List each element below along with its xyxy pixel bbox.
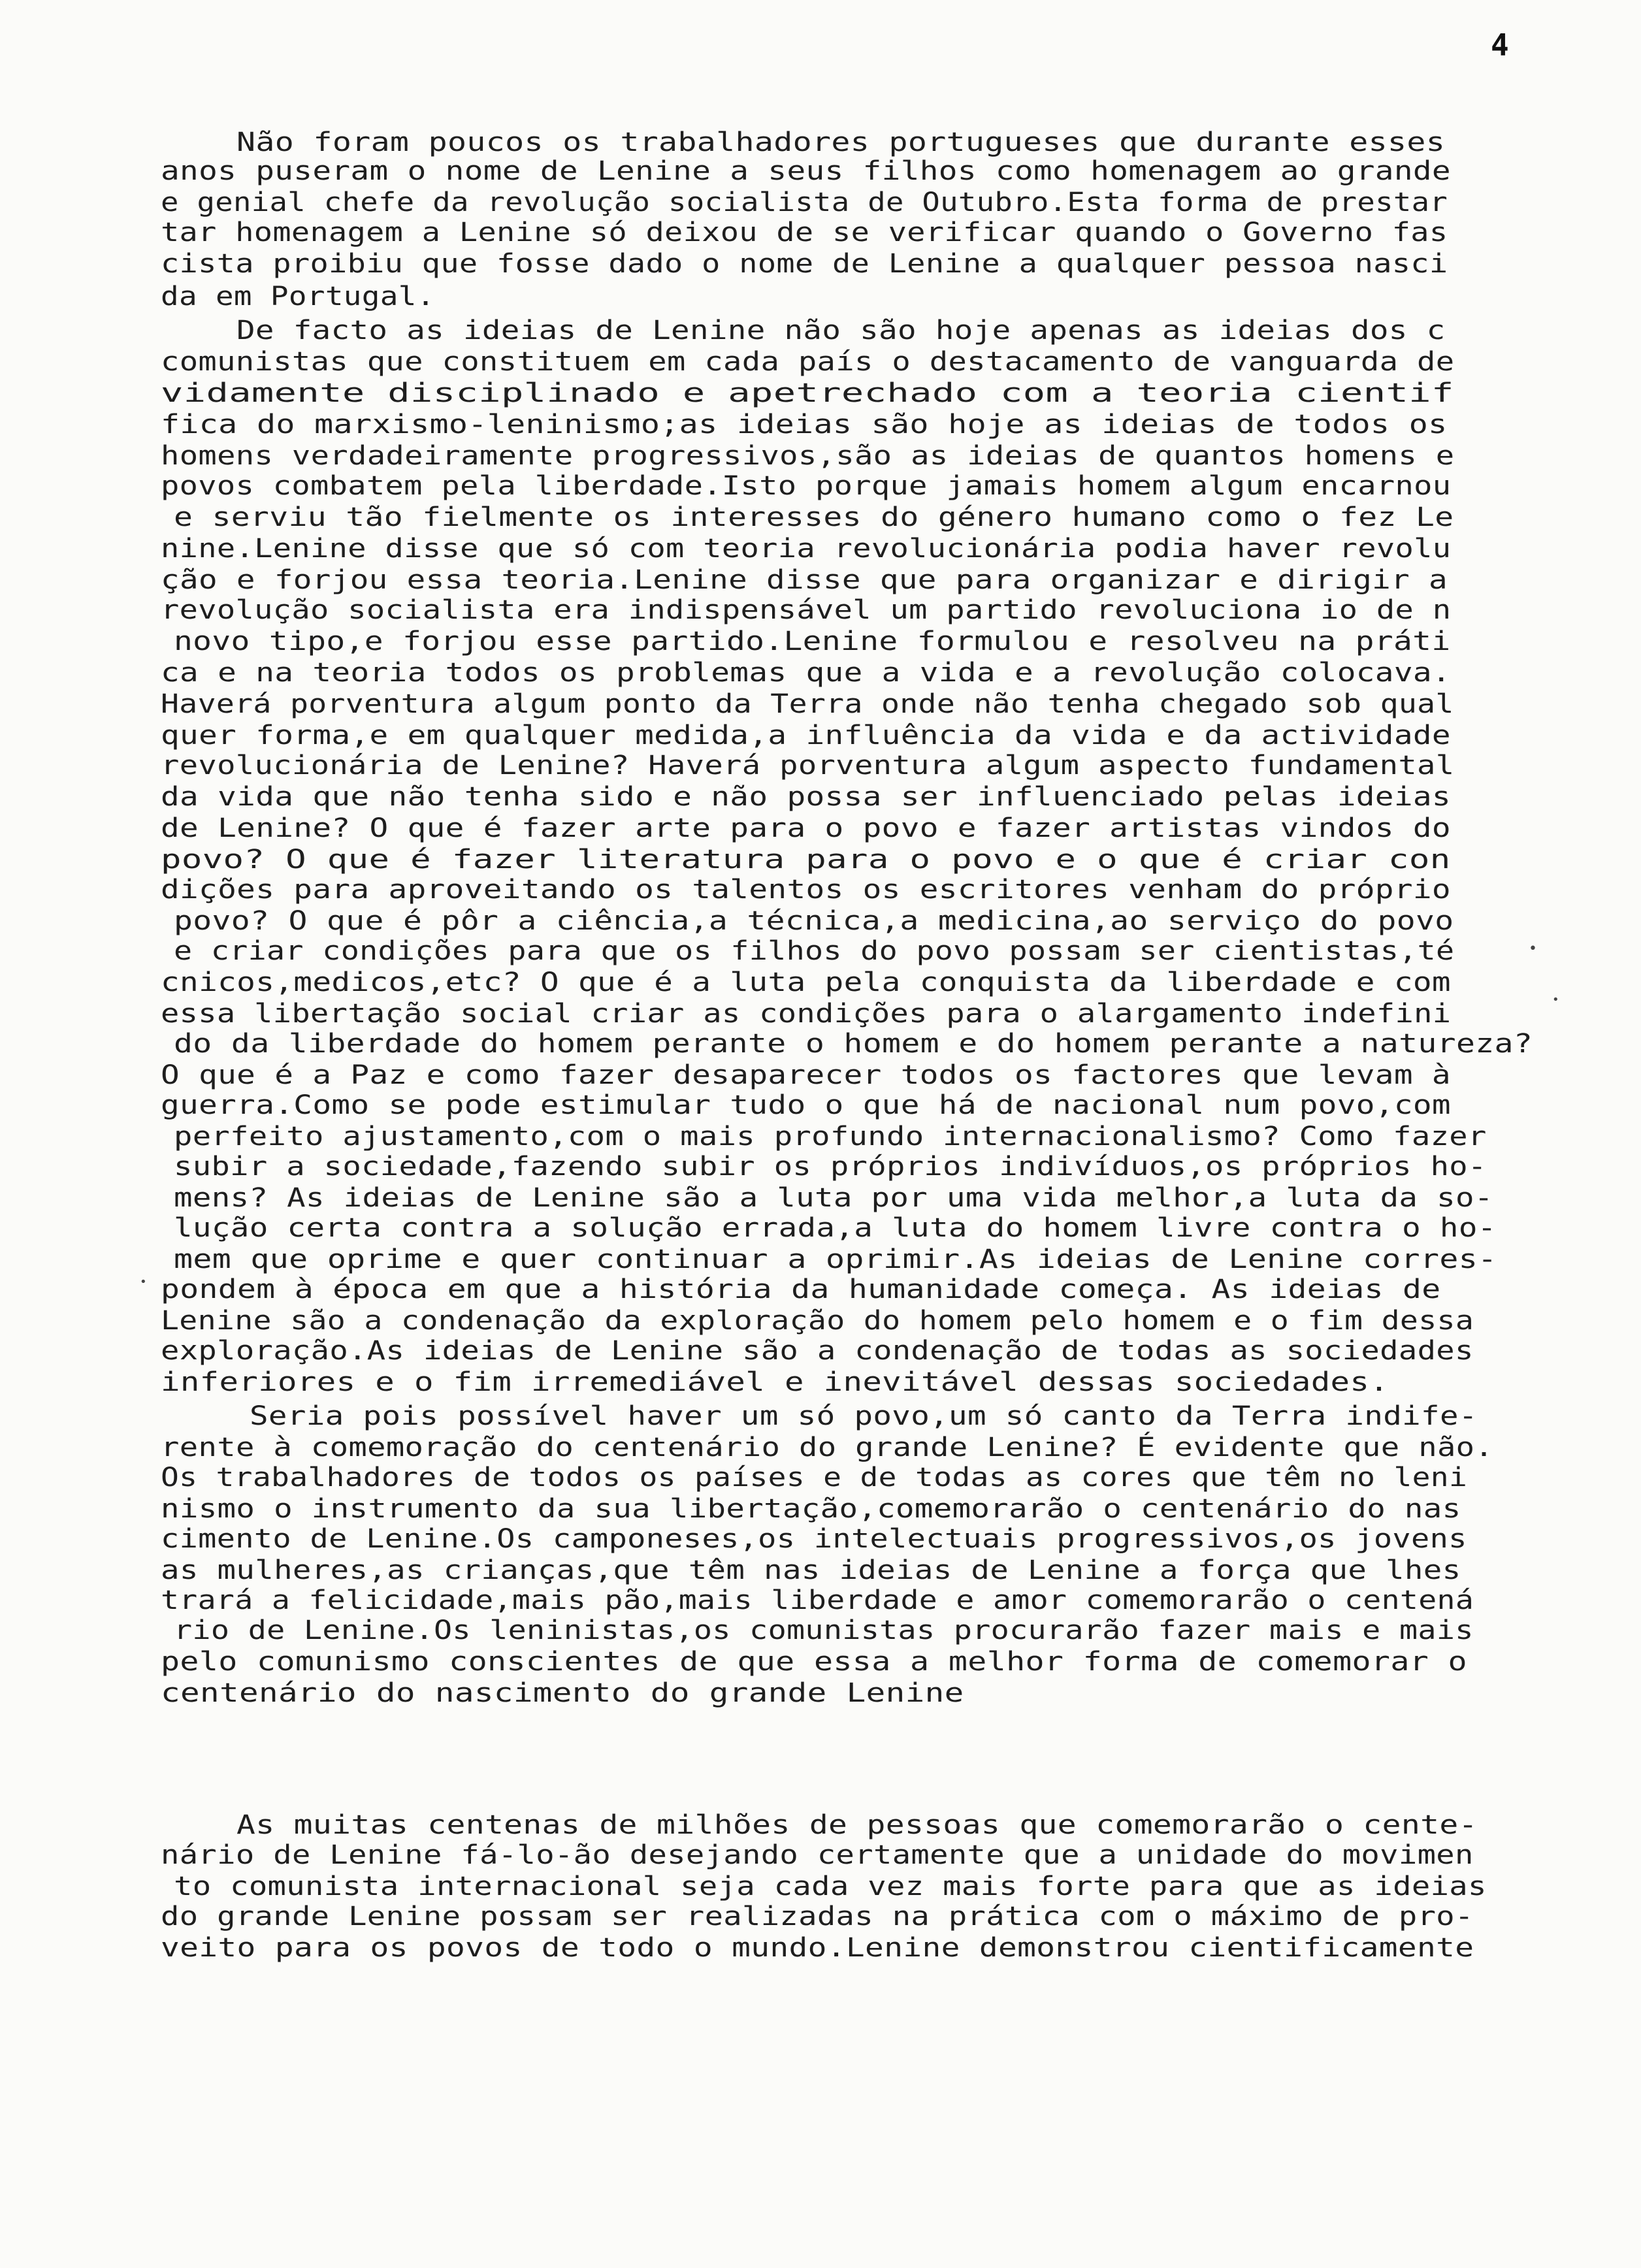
body-line: novo tipo,e forjou esse partido.Lenine formulou e resolveu na práti [174, 626, 1451, 656]
body-line: nário de Lenine fá-lo-ão desejando certamente que a unidade do movimen [161, 1840, 1474, 1870]
body-line: povos combatem pela liberdade.Isto porque jamais homem algum encarnou [161, 471, 1452, 501]
body-line: homens verdadeiramente progressivos,são as ideias de quantos homens e [161, 441, 1455, 471]
body-line: perfeito ajustamento,com o mais profundo internacionalismo? Como fazer [174, 1122, 1487, 1152]
body-line: fica do marxismo-leninismo;as ideias são hoje as ideias de todos os [161, 410, 1448, 440]
body-line: centenário do nascimento do grande Lenine [161, 1678, 964, 1708]
body-line: as mulheres,as crianças,que têm nas ideias de Lenine a força que lhes [161, 1555, 1461, 1585]
body-line: e criar condições para que os filhos do povo possam ser cientistas,té [174, 936, 1455, 966]
body-line: dições para aproveitando os talentos os escritores venham do próprio [161, 875, 1451, 905]
body-line: pondem à época em que a história da humanidade começa. As ideias de [161, 1274, 1441, 1304]
body-line: to comunista internacional seja cada vez mais forte para que as ideias [174, 1871, 1487, 1902]
body-line: essa libertação social criar as condições para o alargamento indefini [161, 999, 1452, 1029]
body-line: da em Portugal. [161, 282, 435, 312]
body-line: e serviu tão fielmente os interesses do género humano como o fez Le [174, 502, 1454, 532]
body-line: revolução socialista era indispensável um partido revoluciona io de n [161, 595, 1452, 625]
body-line: comunistas que constituem em cada país o destacamento de vanguarda de [161, 347, 1455, 377]
body-line: As muitas centenas de milhões de pessoas que comemorarão o cente- [236, 1810, 1478, 1840]
body-line: cimento de Lenine.Os camponeses,os intelectuais progressivos,os jovens [161, 1524, 1467, 1554]
body-line: tar homenagem a Lenine só deixou de se verificar quando o Governo fas [161, 218, 1448, 248]
body-line: nine.Lenine disse que só com teoria revolucionária podia haver revolu [161, 534, 1452, 564]
body-line: subir a sociedade,fazendo subir os próprios indivíduos,os próprios ho- [174, 1152, 1487, 1182]
body-line: De facto as ideias de Lenine não são hoje apenas as ideias dos c [236, 316, 1446, 346]
body-line: mens? As ideias de Lenine são a luta por uma vida melhor,a luta da so- [174, 1183, 1493, 1213]
body-line: lução certa contra a solução errada,a luta do homem livre contra o ho- [174, 1213, 1497, 1243]
body-line: guerra.Como se pode estimular tudo o que há de nacional num povo,com [161, 1090, 1451, 1120]
body-line: Não foram poucos os trabalhadores portugueses que durante esses [236, 127, 1446, 157]
body-line: Os trabalhadores de todos os países e de todas as cores que têm no leni [161, 1463, 1468, 1493]
body-line: Lenine são a condenação da exploração do homem pelo homem e o fim dessa [161, 1306, 1474, 1336]
body-line: povo? O que é pôr a ciência,a técnica,a medicina,ao serviço do povo [174, 906, 1454, 936]
stray-mark: • [140, 1275, 147, 1289]
body-line: de Lenine? O que é fazer arte para o povo e fazer artistas vindos do [161, 813, 1451, 843]
body-line: Seria pois possível haver um só povo,um só canto da Terra indife- [250, 1401, 1478, 1431]
body-line: trará a felicidade,mais pão,mais liberdade e amor comemorarão o centená [161, 1585, 1474, 1615]
body-line: cnicos,medicos,etc? O que é a luta pela conquista da liberdade e com [161, 967, 1451, 997]
body-line: veito para os povos de todo o mundo.Lenine demonstrou cientificamente [161, 1933, 1474, 1963]
body-line: povo? O que é fazer literatura para o povo e o que é criar con [161, 845, 1451, 875]
body-line: quer forma,e em qualquer medida,a influência da vida e da actividade [161, 721, 1451, 751]
stray-mark: • [1552, 993, 1559, 1007]
body-line: do da liberdade do homem perante o homem e do homem perante a natureza? [174, 1029, 1533, 1059]
page-number: 4 [1491, 27, 1509, 63]
body-line: revolucionária de Lenine? Haverá porventura algum aspecto fundamental [161, 751, 1455, 781]
body-line: e genial chefe da revolução socialista de Outubro.Esta forma de prestar [161, 187, 1448, 218]
body-line: ção e forjou essa teoria.Lenine disse que para organizar e dirigir a [161, 565, 1448, 595]
body-line: do grande Lenine possam ser realizadas na prática com o máximo de pro- [161, 1902, 1474, 1932]
body-line: mem que oprime e quer continuar a oprimir.As ideias de Lenine corres- [174, 1244, 1497, 1274]
body-line: anos puseram o nome de Lenine a seus filhos como homenagem ao grande [161, 156, 1451, 186]
body-line: inferiores e o fim irremediável e inevitável dessas sociedades. [161, 1367, 1389, 1397]
body-line: vidamente disciplinado e apetrechado com a teoria cientif [161, 378, 1454, 408]
body-line: rio de Lenine.Os leninistas,os comunistas procurarão fazer mais e mais [174, 1615, 1474, 1645]
body-line: exploração.As ideias de Lenine são a condenação de todas as sociedades [161, 1336, 1474, 1366]
body-line: cista proibiu que fosse dado o nome de Lenine a qualquer pessoa nasci [161, 249, 1448, 279]
body-line: O que é a Paz e como fazer desaparecer todos os factores que levam à [161, 1060, 1451, 1090]
body-line: nismo o instrumento da sua libertação,comemorarão o centenário do nas [161, 1494, 1461, 1524]
body-line: da vida que não tenha sido e não possa ser influenciado pelas ideias [161, 782, 1451, 812]
body-line: Haverá porventura algum ponto da Terra onde não tenha chegado sob qual [161, 689, 1454, 719]
body-line: pelo comunismo conscientes de que essa a melhor forma de comemorar o [161, 1647, 1467, 1677]
body-line: rente à comemoração do centenário do grande Lenine? É evidente que não. [161, 1433, 1494, 1463]
stray-mark: • [1529, 941, 1537, 957]
body-line: ca e na teoria todos os problemas que a vida e a revolução colocava. [161, 658, 1451, 688]
